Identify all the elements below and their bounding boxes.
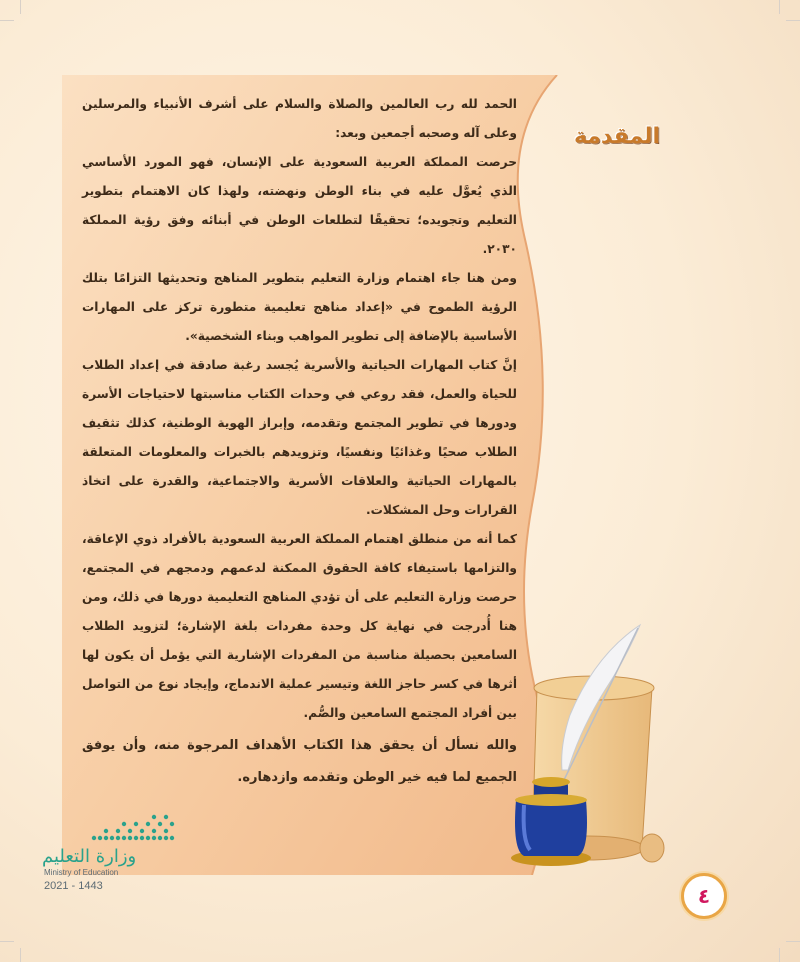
trim-mark bbox=[779, 948, 780, 962]
page-number: ٤ bbox=[681, 873, 727, 919]
paragraph: الحمد لله رب العالمين والصلاة والسلام على أشرف الأنبياء والمرسلين وعلى آله وصحبه أجمعين وبعد: bbox=[82, 97, 517, 140]
ministry-logo-icon bbox=[88, 810, 180, 844]
ministry-logo bbox=[28, 810, 188, 900]
ministry-name-en: Ministry of Education bbox=[44, 868, 119, 877]
trim-mark bbox=[786, 941, 800, 942]
inkwell-icon bbox=[506, 760, 596, 870]
trim-mark bbox=[20, 948, 21, 962]
paragraph: إنَّ كتاب المهارات الحياتية والأسرية يُجسد رغبة صادقة في إعداد الطلاب للحياة والعمل، فقد روعي في وحدات الكتاب مناسبتها لاحتياجات الأسرة ودورها في تطوير المجتمع وتقدمه، وإبراز الهوية الوطنية، كذلك تثقيف الطلاب صحيًا وغذائيًا ونفسيًا، وتزويدهم بالخبرات والمعلومات المتعلقة بالمهارات الحياتية والعلاقات الأسرية والاجتماعية، والقدرة على اتخاذ القرارات وحل المشكلات. bbox=[82, 358, 517, 517]
paragraph: ومن هنا جاء اهتمام وزارة التعليم بتطوير المناهج وتحديثها التزامًا بتلك الرؤية الطموح في «إعداد مناهج تعليمية متطورة تركز على المهارات الأساسية بالإضافة إلى تطوير المواهب وبناء الشخصية». bbox=[82, 271, 517, 343]
paragraph: كما أنه من منطلق اهتمام المملكة العربية السعودية بالأفراد ذوي الإعاقة، والتزامها باستيفاء كافة الحقوق الممكنة لدعمهم ودمجهم في المجتمع، حرصت وزارة التعليم على أن تؤدي المناهج التعليمية دورها في ذلك، ومن هنا أُدرجت في نهاية كل وحدة مفردات بلغة الإشارة؛ لتزويد الطلاب السامعين بحصيلة مناسبة من المفردات الإشارية التي يؤمل أن يكون لها أثرها في كسر حاجز اللغة وتيسير عملية الاندماج، وإيجاد نوع من التواصل بين أفراد المجتمع السامعين والصُّم. bbox=[82, 532, 517, 720]
trim-mark bbox=[20, 0, 21, 14]
trim-mark bbox=[779, 0, 780, 14]
introduction-text bbox=[82, 90, 517, 794]
edition-year: 2021 - 1443 bbox=[44, 880, 103, 892]
paragraph: حرصت المملكة العربية السعودية على الإنسان، فهو المورد الأساسي الذي يُعوَّل عليه في بناء الوطن ونهضته، ولهذا كان الاهتمام بتطوير التعليم وتجويده؛ تحقيقًا لتطلعات الوطن في أبنائه وفق رؤية المملكة ٢٠٣٠. bbox=[82, 155, 517, 256]
trim-mark bbox=[786, 20, 800, 21]
page-title: المقدمة bbox=[573, 124, 661, 149]
ministry-name-ar: وزارة التعليم bbox=[42, 846, 137, 867]
trim-mark bbox=[0, 941, 14, 942]
trim-mark bbox=[0, 20, 14, 21]
closing-paragraph: والله نسأل أن يحقق هذا الكتاب الأهداف المرجوة منه، وأن يوفق الجميع لما فيه خير الوطن وتقدمه وازدهاره. bbox=[82, 738, 517, 785]
